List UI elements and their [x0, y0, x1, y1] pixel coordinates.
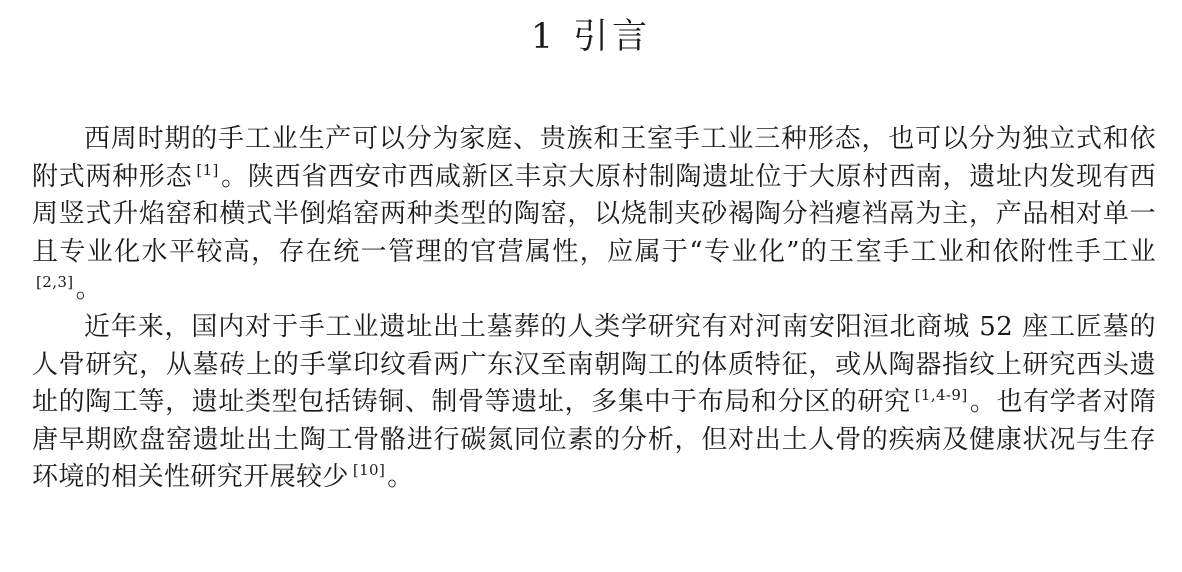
paragraph-text: 。 [387, 462, 414, 493]
section-title: 引言 [573, 17, 652, 57]
citation[interactable]: [2,3] [36, 273, 74, 292]
paragraph-text: 西周时期的手工业生产可以分为家庭、贵族和王室手工业三种形态，也可以分为独立式和依附式两种形态 [32, 124, 1156, 192]
citation[interactable]: [10] [352, 461, 386, 480]
paragraph-text: 。也有学者对隋唐早期欧盘窑遗址出土陶工骨骼进行碳氮同位素的分析，但对出土人骨的疾病及健康状况与生存环境的相关性研究开展较少 [32, 387, 1157, 493]
section-heading [0, 12, 1182, 62]
body-text [32, 121, 1156, 497]
citation[interactable]: [1,4-9] [914, 386, 968, 405]
citation[interactable]: [1] [196, 160, 219, 179]
paragraph-text: 。 [75, 274, 102, 305]
paragraph-text: 。陕西省西安市西咸新区丰京大原村制陶遗址位于大原村西南，遗址内发现有西周竖式升焰窑和横式半倒焰窑两种类型的陶窑，以烧制夹砂褐陶分裆瘪裆鬲为主，产品相对单一且专业化水平较高，存在统一管理的官营属性，应属于“专业化”的王室手工业和依附性手工业 [32, 161, 1156, 267]
paragraph-1 [32, 121, 1156, 309]
section-number: 1 [530, 17, 558, 57]
paragraph-text: 近年来，国内对于手工业遗址出土墓葬的人类学研究有对河南安阳洹北商城 52 座工匠墓的人骨研究，从墓砖上的手掌印纹看两广东汉至南朝陶工的体质特征，或从陶器指纹上研究西头遗址的陶工等，遗址类型包括铸铜、制骨等遗址，多集中于布局和分区的研究 [32, 311, 1156, 418]
paragraph-2 [32, 309, 1156, 497]
